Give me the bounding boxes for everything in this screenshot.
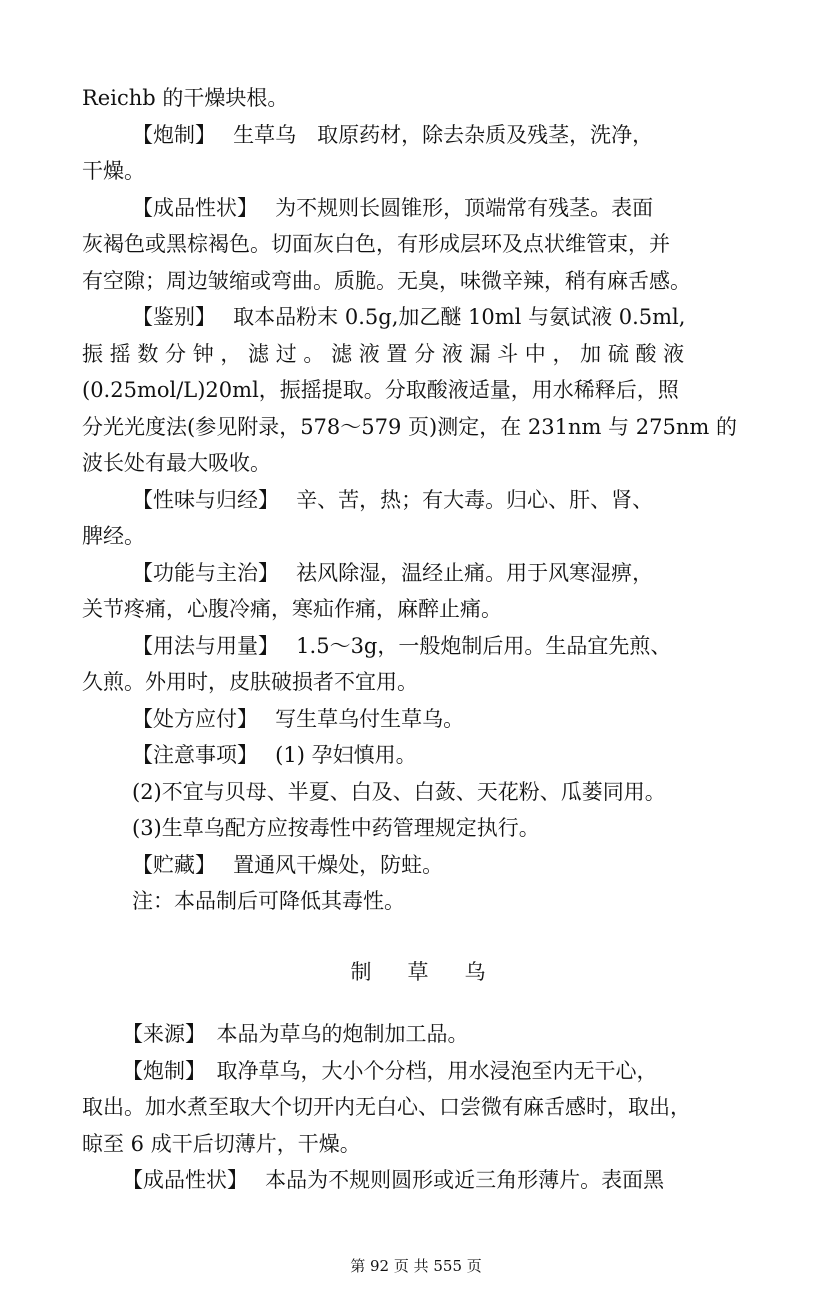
text-line: 振 摇 数 分 钟 ， 滤 过 。 滤 液 置 分 液 漏 斗 中 ， 加 硫 酸 液 [82, 341, 685, 366]
section-identification: 【鉴别】 取本品粉末 0.5g,加乙醚 10ml 与氨试液 0.5ml, [132, 305, 686, 329]
page-footer: 第 92 页 共 555 页 [350, 1257, 482, 1275]
text-line: 干燥。 [82, 159, 145, 183]
section-appearance-2: 【成品性状】 本品为不规则圆形或近三角形薄片。表面黑 [122, 1168, 665, 1192]
section-processing-2: 【炮制】 取净草乌，大小个分档，用水浸泡至内无干心， [122, 1058, 658, 1083]
text-line: 波长处有最大吸收。 [82, 451, 271, 475]
section-nature-meridian: 【性味与归经】 辛、苦，热；有大毒。归心、肝、肾、 [132, 487, 654, 512]
text-line: (0.25mol/L)20ml，振摇提取。分取酸液适量，用水稀释后，照 [82, 378, 679, 402]
section-appearance: 【成品性状】 为不规则长圆锥形，顶端常有残茎。表面 [132, 195, 654, 220]
note-line: 注：本品制后可降低其毒性。 [132, 889, 405, 913]
text-line: 晾至 6 成干后切薄片，干燥。 [82, 1131, 361, 1156]
document-body [82, 80, 754, 1199]
section-heading: 制草乌 [350, 959, 522, 984]
text-line: 有空隙；周边皱缩或弯曲。质脆。无臭，味微辛辣，稍有麻舌感。 [82, 268, 691, 293]
text-line: 脾经。 [82, 524, 145, 548]
text-line: Reichb 的干燥块根。 [82, 86, 289, 110]
section-dosage: 【用法与用量】 1.5～3g，一般炮制后用。生品宜先煎、 [132, 633, 672, 658]
section-processing: 【炮制】 生草乌 取原药材，除去杂质及残茎，洗净， [132, 122, 654, 147]
section-prescription: 【处方应付】 写生草乌付生草乌。 [132, 706, 465, 731]
section-storage: 【贮藏】 置通风干燥处，防蛀。 [132, 852, 444, 877]
section-source: 【来源】 本品为草乌的炮制加工品。 [122, 1022, 469, 1046]
text-line: (2)不宜与贝母、半夏、白及、白蔹、天花粉、瓜蒌同用。 [132, 779, 666, 804]
text-line: 久煎。外用时，皮肤破损者不宜用。 [82, 670, 418, 694]
section-function: 【功能与主治】 祛风除湿，温经止痛。用于风寒湿痹， [132, 560, 654, 585]
text-line: 取出。加水煮至取大个切开内无白心、口尝微有麻舌感时，取出， [82, 1095, 691, 1119]
text-line: 分光光度法(参见附录，578～579 页)测定，在 231nm 与 275nm 的 [82, 414, 737, 439]
text-line: (3)生草乌配方应按毒性中药管理规定执行。 [132, 816, 540, 840]
text-line: 灰褐色或黑棕褐色。切面灰白色，有形成层环及点状维管束，并 [82, 232, 670, 256]
section-precautions: 【注意事项】 (1) 孕妇慎用。 [132, 743, 417, 767]
text-line: 关节疼痛，心腹冷痛，寒疝作痛，麻醉止痛。 [82, 597, 502, 621]
